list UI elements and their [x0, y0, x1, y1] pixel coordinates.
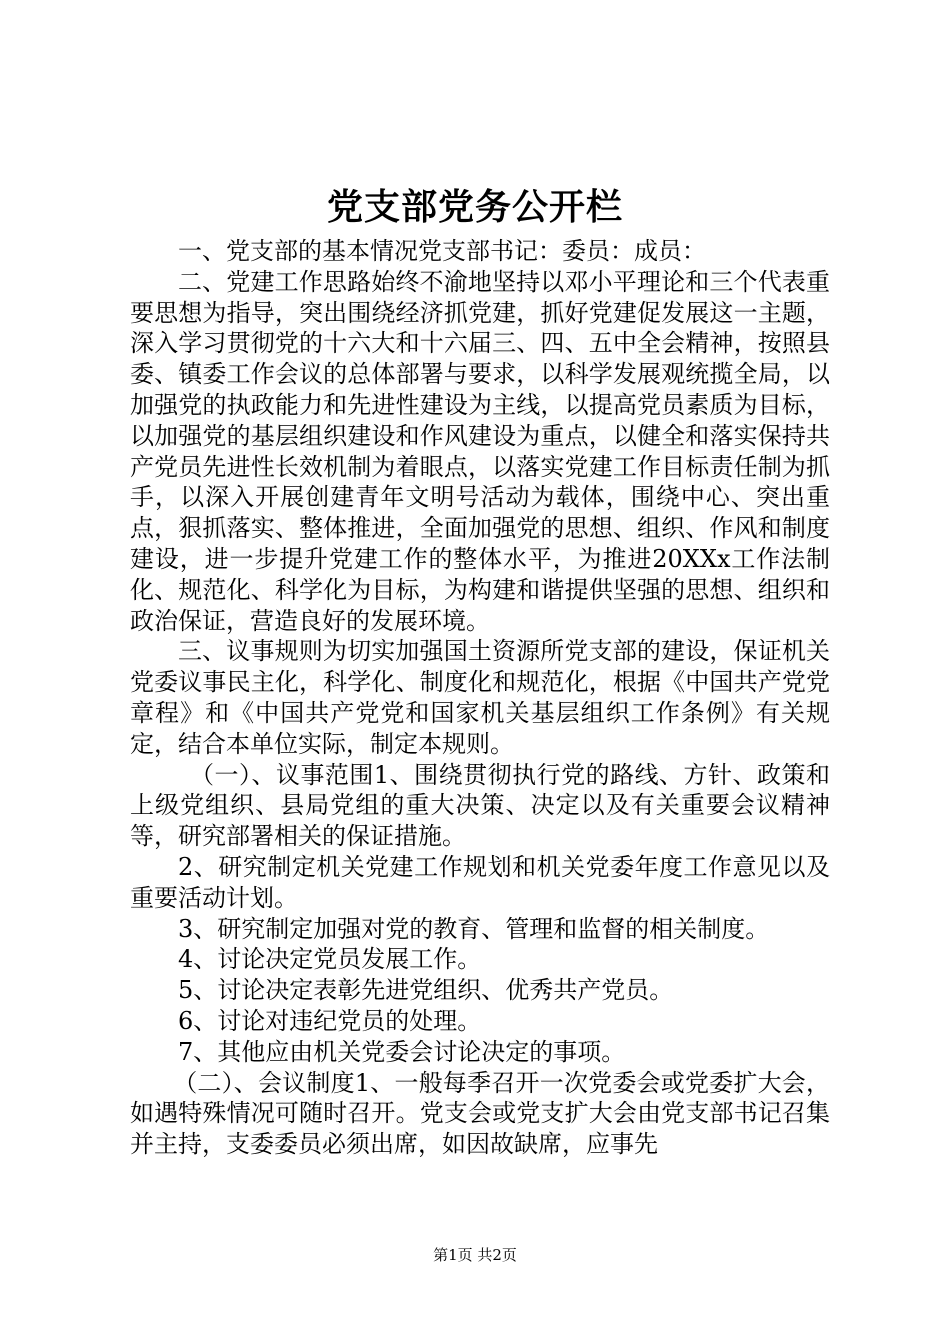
- paragraph-party-building-approach: 二、党建工作思路始终不渝地坚持以邓小平理论和三个代表重要思想为指导，突出围绕经济抓党建，抓好党建促发展这一主题，深入学习贯彻党的十六大和十六届三、四、五中全会精神，按照县委、镇委工作会议的总体部署与要求，以科学发展观统揽全局，以加强党的执政能力和先进性建设为主线，以提高党员素质为目标，以加强党的基层组织建设和作风建设为重点，以健全和落实保持共产党员先进性长效机制为着眼点，以落实党建工作目标责任制为抓手，以深入开展创建青年文明号活动为载体，围绕中心、突出重点，狠抓落实、整体推进，全面加强党的思想、组织、作风和制度建设，进一步提升党建工作的整体水平，为推进20XXx工作法制化、规范化、科学化为目标，为构建和谐提供坚强的思想、组织和政治保证，营造良好的发展环境。: [130, 267, 830, 635]
- document-title: 党支部党务公开栏: [326, 186, 623, 228]
- paragraph-scope-item-6: 6、讨论对违纪党员的处理。: [178, 1006, 482, 1035]
- paragraph-rules-of-procedure: 三、议事规则为切实加强国土资源所党支部的建设，保证机关党委议事民主化，科学化、制度化和规范化，根据《中国共产党党章程》和《中国共产党党和国家机关基层组织工作条例》有关规定，结合本单位实际，制定本规则。: [130, 637, 830, 758]
- paragraph-scope-item-2: 2、研究制定机关党建工作规划和机关党委年度工作意见以及重要活动计划。: [130, 852, 830, 912]
- page-footer: 第1页 共2页: [433, 1246, 517, 1264]
- paragraph-scope-item-3: 3、研究制定加强对党的教育、管理和监督的相关制度。: [178, 914, 770, 943]
- paragraph-scope-item-1: （一）、议事范围1、围绕贯彻执行党的路线、方针、政策和上级党组织、县局党组的重大决策、决定以及有关重要会议精神等，研究部署相关的保证措施。: [130, 760, 830, 851]
- paragraph-scope-item-4: 4、讨论决定党员发展工作。: [178, 945, 482, 974]
- paragraph-meeting-system: （二）、会议制度1、一般每季召开一次党委会或党委扩大会，如遇特殊情况可随时召开。党支会或党支扩大会由党支部书记召集并主持，支委委员必须出席，如因故缺席，应事先: [130, 1068, 830, 1159]
- paragraph-scope-item-7: 7、其他应由机关党委会讨论决定的事项。: [178, 1037, 626, 1066]
- paragraph-scope-item-5: 5、讨论决定表彰先进党组织、优秀共产党员。: [178, 976, 674, 1005]
- paragraph-basic-info: 一、党支部的基本情况党支部书记：委员：成员：: [178, 237, 706, 265]
- document-body: [130, 236, 830, 1160]
